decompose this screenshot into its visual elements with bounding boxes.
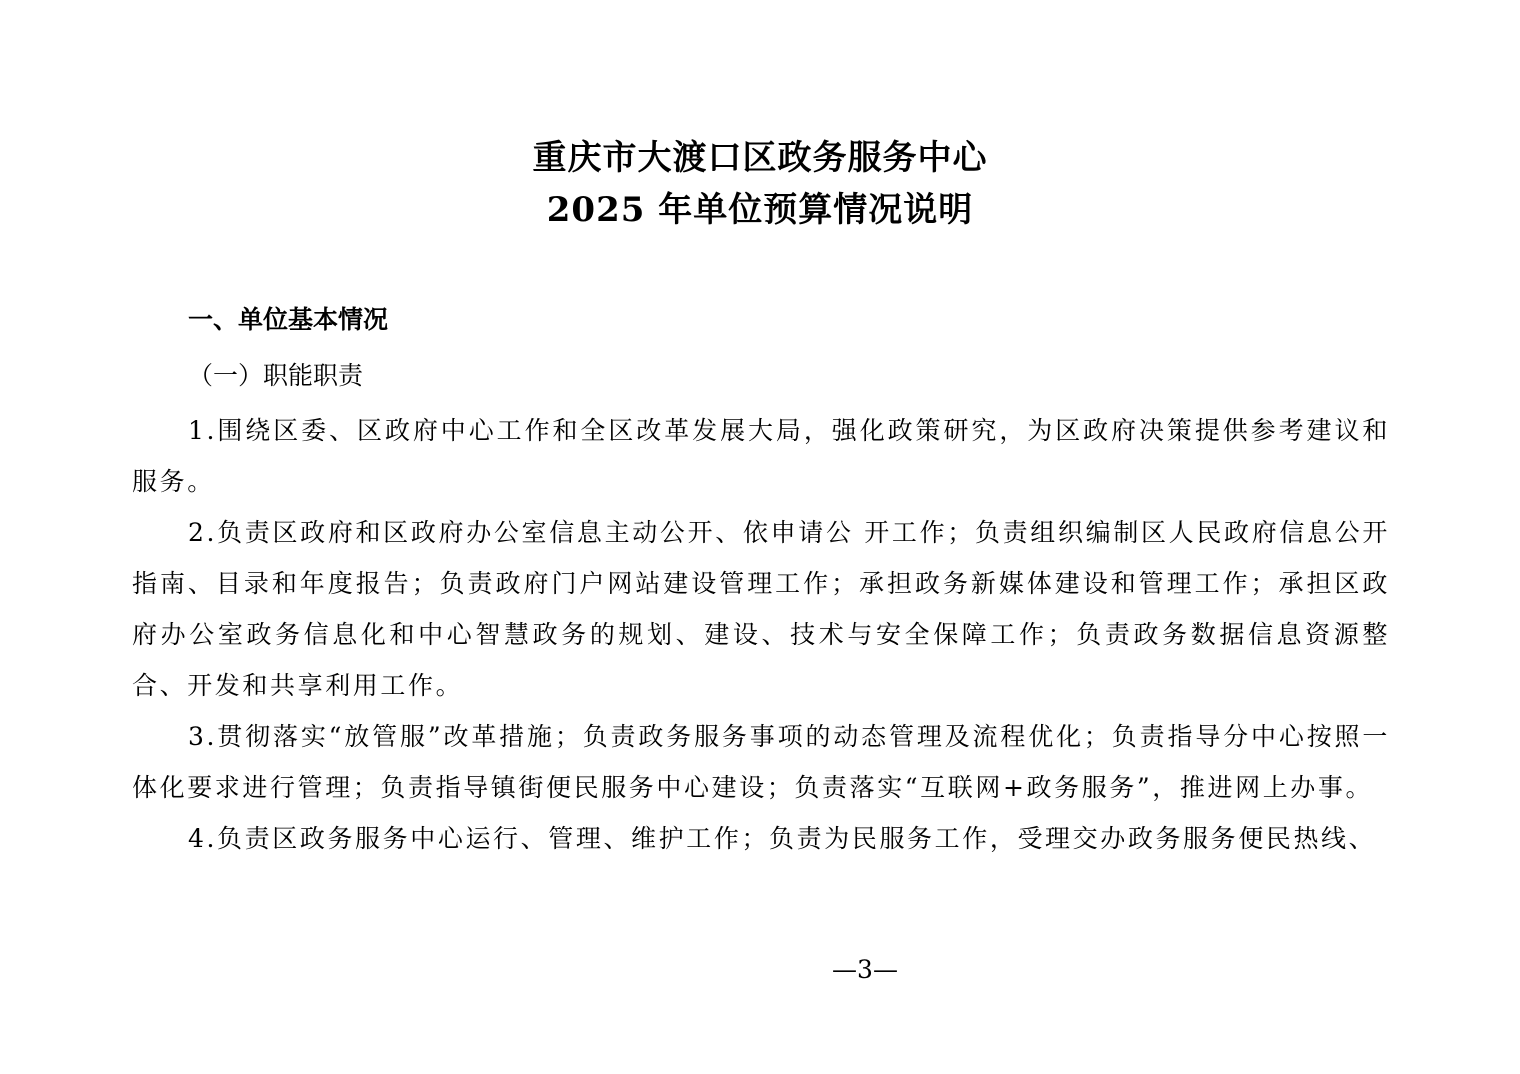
subsection-heading: （一）职能职责 — [188, 361, 364, 390]
paragraph-4: 4.负责区政务服务中心运行、管理、维护工作；负责为民服务工作，受理交办政务服务便民热线、 — [188, 824, 1377, 853]
body-text — [132, 405, 1390, 864]
paragraph-3: 3.贯彻落实“放管服”改革措施；负责政务服务事项的动态管理及流程优化；负责指导分中心按照一体化要求进行管理；负责指导镇街便民服务中心建设；负责落实“互联网+政务服务”，推进网上办事。 — [132, 722, 1390, 802]
paragraph-1: 1.围绕区委、区政府中心工作和全区改革发展大局，强化政策研究，为区政府决策提供参考建议和服务。 — [132, 416, 1390, 496]
paragraph-2: 2.负责区政府和区政府办公室信息主动公开、依申请公 开工作；负责组织编制区人民政府信息公开指南、目录和年度报告；负责政府门户网站建设管理工作；承担政务新媒体建设和管理工作；承担区政府办公室政务信息化和中心智慧政务的规划、建设、技术与安全保障工作；负责政务数据信息资源整合、开发和共享利用工作。 — [132, 518, 1390, 700]
document-title-line1: 重庆市大渡口区政务服务中心 — [532, 138, 988, 178]
document-title-line2: 2025 年单位预算情况说明 — [546, 190, 974, 230]
section-heading: 一、单位基本情况 — [188, 305, 389, 334]
page-number: —3— — [832, 955, 898, 984]
